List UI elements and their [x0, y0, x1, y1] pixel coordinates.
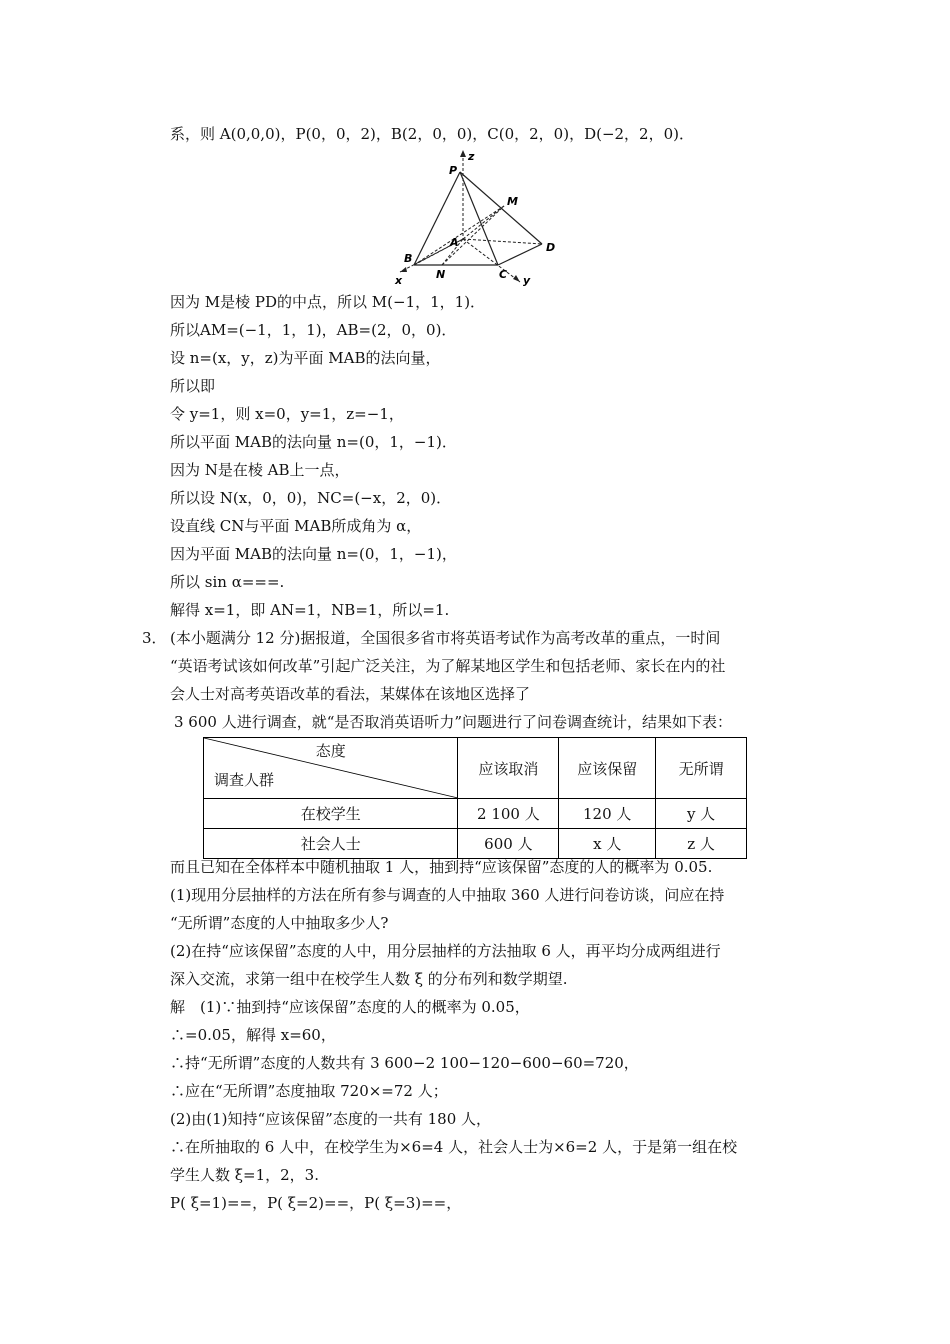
label-M: M — [507, 195, 518, 208]
label-A: A — [450, 236, 459, 249]
question-text: (1)现用分层抽样的方法在所有参与调查的人中抽取 360 人进行问卷访谈，问应在持 — [170, 886, 725, 904]
solution-line: P( ξ=1)==，P( ξ=2)==，P( ξ=3)==， — [170, 1194, 462, 1212]
question-text: 深入交流，求第一组中在校学生人数 ξ 的分布列和数学期望. — [170, 970, 568, 988]
row-label: 在校学生 — [204, 799, 458, 829]
label-P: P — [449, 164, 458, 177]
question-text: “英语考试该如何改革”引起广泛关注，为了解某地区学生和包括老师、家长在内的社 — [170, 657, 726, 675]
label-B: B — [404, 252, 413, 265]
question-text: “无所谓”态度的人中抽取多少人? — [170, 914, 389, 932]
text-line: 所以AM=(−1，1，1)，AB=(2，0，0)． — [170, 321, 457, 339]
question-text: (本小题满分 12 分)据报道，全国很多省市将英语考试作为高考改革的重点，一时间 — [170, 629, 721, 647]
text-line: 因为平面 MAB的法向量 n=(0，1，−1)， — [170, 545, 457, 563]
text-line: 所以平面 MAB的法向量 n=(0，1，−1)． — [170, 433, 457, 451]
question-number: 3． — [142, 629, 167, 647]
text-line: 因为 M是棱 PD的中点，所以 M(−1，1，1)． — [170, 293, 486, 311]
table-row — [204, 799, 747, 829]
table-cell: x 人 — [559, 829, 656, 859]
solution-line: 解 (1)∵抽到持“应该保留”态度的人的概率为 0.05， — [170, 998, 530, 1016]
header-cell: 应该保留 — [559, 738, 656, 799]
question-text: 会人士对高考英语改革的看法，某媒体在该地区选择了 — [170, 685, 531, 703]
solution-line: ∴在所抽取的 6 人中，在校学生为×6=4 人，社会人士为×6=2 人，于是第一组在校 — [170, 1138, 738, 1156]
header-cell: 无所谓 — [656, 738, 747, 799]
question-text: (2)在持“应该保留”态度的人中，用分层抽样的方法抽取 6 人，再平均分成两组进行 — [170, 942, 721, 960]
label-N: N — [436, 268, 446, 281]
table-cell: z 人 — [656, 829, 747, 859]
table-cell: 2 100 人 — [458, 799, 559, 829]
table-cell: 120 人 — [559, 799, 656, 829]
pyramid-figure — [392, 148, 572, 288]
solution-line: ∴持“无所谓”态度的人数共有 3 600−2 100−120−600−60=720， — [170, 1054, 639, 1072]
text-line: 解得 x=1，即 AN=1，NB=1，所以=1. — [170, 601, 450, 619]
text-line: 所以设 N(x，0，0)，NC=(−x，2，0)． — [170, 489, 452, 507]
solution-line: ∴=0.05，解得 x=60， — [170, 1026, 336, 1044]
row-label: 社会人士 — [204, 829, 458, 859]
header-group: 调查人群 — [214, 771, 275, 789]
header-attitude: 态度 — [315, 742, 346, 760]
header-cell: 应该取消 — [458, 738, 559, 799]
text-line: 因为 N是在棱 AB上一点， — [170, 461, 350, 479]
table-cell: 600 人 — [458, 829, 559, 859]
text-line: 令 y=1，则 x=0，y=1，z=−1， — [170, 405, 404, 423]
survey-table — [203, 737, 747, 859]
question-text: 而且已知在全体样本中随机抽取 1 人，抽到持“应该保留”态度的人的概率为 0.05. — [170, 858, 713, 876]
label-z: z — [468, 150, 475, 163]
text-line: 系，则 A(0,0,0)，P(0，0，2)，B(2，0，0)，C(0，2，0)，D(−2，2，0)． — [170, 125, 694, 143]
diagonal-header-cell — [204, 738, 458, 799]
label-y: y — [523, 274, 531, 287]
text-line: 设直线 CN与平面 MAB所成角为 α， — [170, 517, 422, 535]
label-D: D — [546, 241, 556, 254]
question-text: 3 600 人进行调查，就“是否取消英语听力”问题进行了问卷调查统计，结果如下表： — [174, 713, 733, 731]
solution-line: 学生人数 ξ=1，2，3. — [170, 1166, 319, 1184]
label-C: C — [499, 268, 508, 281]
label-x: x — [395, 274, 403, 287]
table-header-row — [204, 738, 747, 799]
table-row — [204, 829, 747, 859]
solution-line: (2)由(1)知持“应该保留”态度的一共有 180 人， — [170, 1110, 492, 1128]
text-line: 所以 sin α===. — [170, 573, 285, 591]
table-cell: y 人 — [656, 799, 747, 829]
text-line: 所以即 — [170, 377, 216, 395]
text-line: 设 n=(x，y，z)为平面 MAB的法向量， — [170, 349, 441, 367]
solution-line: ∴应在“无所谓”态度抽取 720×=72 人； — [170, 1082, 448, 1100]
